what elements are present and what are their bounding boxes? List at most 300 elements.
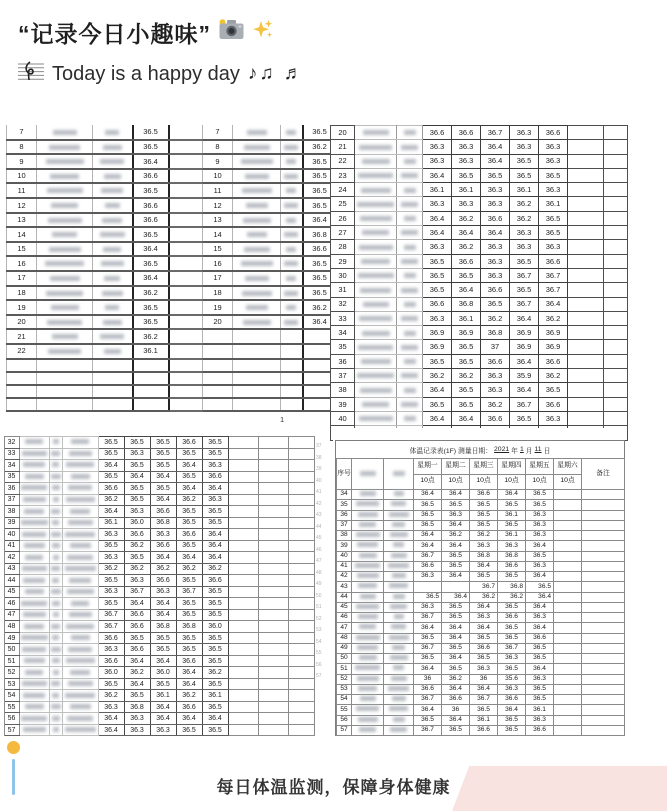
row-number-cell: 34 xyxy=(4,460,19,472)
temperature-cell: 36.5 xyxy=(510,168,539,182)
temperature-cell: 36.4 xyxy=(202,529,228,541)
camera-icon xyxy=(218,19,245,46)
temperature-cell: 36.4 xyxy=(414,490,442,500)
blurred-name-cell xyxy=(19,563,49,575)
blurred-text xyxy=(101,261,124,266)
blurred-name-cell xyxy=(49,529,62,541)
empty-cell xyxy=(604,254,628,268)
remark-cell xyxy=(582,725,625,735)
temperature-cell: 36.3 xyxy=(481,183,510,197)
blurred-text xyxy=(103,145,122,150)
title-line xyxy=(18,16,305,49)
blurred-name-cell xyxy=(19,586,49,598)
blurred-name-cell xyxy=(355,183,397,197)
empty-cell xyxy=(228,598,258,610)
empty-cell xyxy=(568,283,604,297)
blurred-text xyxy=(100,334,124,339)
table-row xyxy=(0,609,314,621)
blurred-name-cell xyxy=(355,283,397,297)
blurred-text xyxy=(23,612,46,617)
table-row xyxy=(7,154,337,169)
blurred-name-cell xyxy=(355,254,397,268)
temperature-cell: 36.4 xyxy=(526,572,554,582)
temperature-cell: 36.8 xyxy=(124,701,150,713)
temperature-cell: 36.4 xyxy=(442,623,470,633)
blurred-text xyxy=(392,522,405,527)
table-row xyxy=(331,268,628,282)
blurred-text xyxy=(69,612,92,617)
blurred-name-cell xyxy=(19,701,49,713)
blurred-text xyxy=(24,543,45,548)
temperature-cell: 36.6 xyxy=(452,254,481,268)
empty-cell xyxy=(604,383,628,397)
blurred-name-cell xyxy=(352,664,384,674)
row-number-cell: 21 xyxy=(331,140,355,154)
temperature-cell: 36.4 xyxy=(414,705,442,715)
table-row xyxy=(331,283,628,297)
blurred-text xyxy=(389,583,408,588)
temperature-cell: 36.2 xyxy=(98,563,124,575)
blurred-text xyxy=(404,216,416,221)
temperature-cell xyxy=(554,582,582,592)
temperature-cell: 36.6 xyxy=(303,242,337,257)
blurred-name-cell xyxy=(93,286,133,301)
temperature-cell xyxy=(554,531,582,541)
blurred-name-cell xyxy=(49,460,62,472)
blurred-text xyxy=(356,532,380,537)
row-number-cell: 37 xyxy=(331,369,355,383)
temperature-cell: 36.4 xyxy=(124,598,150,610)
blurred-name-cell xyxy=(397,183,423,197)
blurred-text xyxy=(391,624,406,629)
temperature-cell: 36.5 xyxy=(124,460,150,472)
empty-cell xyxy=(7,372,37,385)
table-row xyxy=(0,563,314,575)
row-number-cell: 34 xyxy=(331,326,355,340)
empty-cell xyxy=(288,621,314,633)
blurred-name-cell xyxy=(233,198,281,213)
table-row xyxy=(331,154,628,168)
blurred-name-cell xyxy=(281,140,303,155)
temperature-cell xyxy=(554,623,582,633)
blurred-text xyxy=(65,693,95,698)
blurred-name-cell xyxy=(62,609,98,621)
empty-cell xyxy=(288,713,314,725)
blurred-text xyxy=(51,624,60,629)
day-header: 星期六 xyxy=(554,459,582,475)
temperature-cell: 36.5 xyxy=(414,715,442,725)
blurred-text xyxy=(246,305,268,310)
empty-cell xyxy=(228,667,258,679)
temperature-cell: 36.5 xyxy=(442,602,470,612)
temperature-cell: 36.0 xyxy=(98,667,124,679)
row-number-cell: 9 xyxy=(203,154,233,169)
temperature-cell: 36.5 xyxy=(124,494,150,506)
temperature-cell xyxy=(554,613,582,623)
temperature-cell: 36.1 xyxy=(470,715,498,725)
empty-cell xyxy=(258,506,288,518)
temperature-cell: 36.5 xyxy=(98,471,124,483)
adjacent-row-number: 53 xyxy=(316,627,322,634)
blurred-name-cell xyxy=(355,126,397,140)
row-number-cell: 10 xyxy=(7,169,37,184)
row-number-cell: 31 xyxy=(331,283,355,297)
empty-cell xyxy=(288,483,314,495)
empty-cell xyxy=(604,268,628,282)
blurred-text xyxy=(25,474,44,479)
temperature-cell: 36.4 xyxy=(176,678,202,690)
temperature-cell: 36.5 xyxy=(176,609,202,621)
temperature-cell: 36.9 xyxy=(423,326,452,340)
row-number-cell: 50 xyxy=(337,654,352,664)
temperature-cell: 36.3 xyxy=(442,510,470,520)
remark-cell xyxy=(582,520,625,530)
screenshot-table-top-right xyxy=(330,118,627,428)
temperature-cell: 36.3 xyxy=(150,529,176,541)
blurred-text xyxy=(358,345,393,350)
temperature-cell: 36.1 xyxy=(98,517,124,529)
temperature-cell xyxy=(554,520,582,530)
blurred-text xyxy=(66,624,94,629)
row-number-cell: 38 xyxy=(337,531,352,541)
temperature-cell: 36.8 xyxy=(470,551,498,561)
blurred-text xyxy=(25,555,43,560)
row-number-cell: 15 xyxy=(7,242,37,257)
row-number-cell: 40 xyxy=(337,551,352,561)
blurred-text xyxy=(70,704,91,709)
temperature-cell: 36.4 xyxy=(452,226,481,240)
blurred-text xyxy=(394,491,404,496)
footer-caption: 每日体温监测，保障身体健康 xyxy=(216,778,451,797)
blurred-name-cell xyxy=(93,329,133,344)
temperature-cell xyxy=(554,715,582,725)
blurred-text xyxy=(52,635,59,640)
temperature-cell: 36.4 xyxy=(414,664,442,674)
table-row xyxy=(0,517,314,529)
blurred-text xyxy=(23,497,46,502)
temperature-cell: 36.7 xyxy=(510,397,539,411)
blurred-text xyxy=(71,474,90,479)
blurred-name-cell xyxy=(93,242,133,257)
blurred-name-cell xyxy=(93,125,133,140)
table-row xyxy=(7,385,337,398)
temperature-cell: 36.5 xyxy=(202,506,228,518)
blurred-text xyxy=(401,202,418,207)
adjacent-row-number: 37 xyxy=(316,443,322,449)
blurred-name-cell xyxy=(384,674,414,684)
temperature-cell: 36.5 xyxy=(498,572,526,582)
blurred-text xyxy=(24,624,44,629)
temperature-cell: 36.5 xyxy=(498,623,526,633)
table-row xyxy=(7,140,337,155)
date-label: 测量日期： xyxy=(458,447,493,455)
row-number-cell: 45 xyxy=(337,602,352,612)
blurred-name-cell xyxy=(352,613,384,623)
blurred-name-cell xyxy=(93,183,133,198)
blurred-text xyxy=(363,302,389,307)
temperature-cell: 36.5 xyxy=(481,297,510,311)
empty-cell xyxy=(568,354,604,368)
temperature-cell: 36.5 xyxy=(414,654,442,664)
empty-cell xyxy=(568,297,604,311)
blurred-text xyxy=(49,247,81,252)
blurred-name-cell xyxy=(352,510,384,520)
empty-cell xyxy=(604,297,628,311)
temperature-cell: 36.5 xyxy=(414,633,442,643)
row-number-cell: 36 xyxy=(4,483,19,495)
row-number-cell: 24 xyxy=(331,183,355,197)
row-number-cell: 23 xyxy=(331,168,355,182)
empty-cell xyxy=(258,701,288,713)
temperature-cell: 36.2 xyxy=(442,531,470,541)
temperature-cell: 36.3 xyxy=(481,383,510,397)
blurred-text xyxy=(69,451,92,456)
blurred-name-cell xyxy=(19,552,49,564)
temperature-cell: 36.6 xyxy=(539,397,568,411)
empty-cell xyxy=(93,372,133,385)
day-header: 星期三 xyxy=(470,459,498,475)
remark-cell xyxy=(582,510,625,520)
empty-cell xyxy=(228,701,258,713)
blurred-name-cell xyxy=(62,506,98,518)
temperature-cell: 36.4 xyxy=(442,592,470,602)
blurred-name-cell xyxy=(49,724,62,736)
adjacent-row-number: 52 xyxy=(316,615,322,622)
blurred-text xyxy=(53,670,59,675)
blurred-name-cell xyxy=(281,198,303,213)
row-number-cell: 20 xyxy=(331,126,355,140)
blurred-name-cell xyxy=(352,531,384,541)
blurred-text xyxy=(359,655,377,660)
temperature-cell: 36.4 xyxy=(124,655,150,667)
table-row xyxy=(337,531,625,541)
table-row xyxy=(337,684,625,694)
blurred-name-cell xyxy=(384,602,414,612)
blurred-text xyxy=(52,578,59,583)
temperature-cell: 36.9 xyxy=(510,326,539,340)
remark-cell xyxy=(582,490,625,500)
empty-cell xyxy=(604,340,628,354)
blurred-name-cell xyxy=(233,154,281,169)
blurred-name-cell xyxy=(19,437,49,449)
blurred-text xyxy=(355,665,380,670)
table-row xyxy=(0,701,314,713)
empty-cell xyxy=(568,311,604,325)
table-row xyxy=(0,655,314,667)
empty-cell xyxy=(258,724,288,736)
temperature-cell: 36.5 xyxy=(498,500,526,510)
table-title xyxy=(336,441,624,458)
day-header: 星期二 xyxy=(442,459,470,475)
blurred-text xyxy=(51,203,78,208)
temperature-cell: 36.5 xyxy=(202,701,228,713)
blurred-name-cell xyxy=(384,664,414,674)
empty-cell xyxy=(288,437,314,449)
blurred-text xyxy=(71,601,89,606)
blurred-text xyxy=(242,188,272,193)
table-row xyxy=(337,602,625,612)
empty-cell xyxy=(37,398,93,411)
blurred-text xyxy=(401,145,418,150)
blurred-name-cell xyxy=(352,633,384,643)
row-number-cell: 38 xyxy=(4,506,19,518)
temperature-cell: 36.7 xyxy=(481,126,510,140)
temperature-cell: 36.5 xyxy=(526,500,554,510)
blurred-text xyxy=(357,373,394,378)
empty-cell xyxy=(288,517,314,529)
empty-cell xyxy=(604,326,628,340)
table-row xyxy=(7,213,337,228)
temperature-cell: 36.4 xyxy=(470,561,498,571)
blurred-text xyxy=(286,159,296,164)
blurred-name-cell xyxy=(19,529,49,541)
temperature-cell: 36.5 xyxy=(202,448,228,460)
row-number-cell: 18 xyxy=(203,286,233,301)
temperature-cell: 36.5 xyxy=(423,397,452,411)
temperature-cell xyxy=(442,582,470,592)
blurred-name-cell xyxy=(384,684,414,694)
table-row xyxy=(337,664,625,674)
blurred-name-cell xyxy=(62,598,98,610)
empty-cell xyxy=(604,226,628,240)
blurred-text xyxy=(358,273,394,278)
temperature-cell: 36.2 xyxy=(98,690,124,702)
table-row xyxy=(0,586,314,598)
blurred-text xyxy=(284,203,298,208)
blurred-text xyxy=(104,276,120,281)
blurred-text xyxy=(105,130,119,135)
blurred-text xyxy=(401,402,418,407)
empty-cell xyxy=(258,644,288,656)
blurred-name-cell xyxy=(19,483,49,495)
temperature-cell: 36.3 xyxy=(498,654,526,664)
temperature-cell: 36.5 xyxy=(414,592,442,602)
table-row xyxy=(0,632,314,644)
temperature-cell: 36.3 xyxy=(98,644,124,656)
blurred-text xyxy=(52,658,60,663)
temperature-cell: 36.6 xyxy=(481,354,510,368)
temperature-cell: 36.4 xyxy=(423,411,452,425)
empty-cell xyxy=(288,655,314,667)
blurred-name-cell xyxy=(397,211,423,225)
blurred-name-cell xyxy=(384,654,414,664)
blurred-text xyxy=(49,145,80,150)
spacer-cell xyxy=(169,213,203,228)
empty-cell xyxy=(604,168,628,182)
table-row xyxy=(337,695,625,705)
blurred-name-cell xyxy=(19,598,49,610)
blurred-text xyxy=(51,681,60,686)
blurred-text xyxy=(25,589,44,594)
empty-cell xyxy=(281,359,303,372)
blurred-text xyxy=(65,532,95,537)
blurred-name-cell xyxy=(233,300,281,315)
temperature-cell: 36.5 xyxy=(452,340,481,354)
empty-cell xyxy=(281,372,303,385)
empty-cell xyxy=(228,517,258,529)
blurred-name-cell xyxy=(19,575,49,587)
blurred-name-cell xyxy=(49,609,62,621)
blurred-text xyxy=(245,174,269,179)
blurred-name-cell xyxy=(352,561,384,571)
empty-cell xyxy=(568,326,604,340)
blurred-text xyxy=(358,686,377,691)
temperature-cell: 36.4 xyxy=(442,541,470,551)
time-header: 10点 xyxy=(498,474,526,490)
adjacent-column-sliver xyxy=(316,443,329,685)
blurred-name-cell xyxy=(233,344,281,359)
blurred-text xyxy=(358,512,378,517)
temperature-cell: 36.3 xyxy=(124,506,150,518)
table-row xyxy=(0,540,314,552)
table-row xyxy=(337,725,625,735)
blurred-name-cell xyxy=(384,633,414,643)
remark-header: 备注 xyxy=(582,459,625,490)
blurred-text xyxy=(360,471,376,476)
temperature-cell: 36.8 xyxy=(150,621,176,633)
row-number-cell: 33 xyxy=(331,311,355,325)
temperature-cell xyxy=(554,664,582,674)
blurred-text xyxy=(241,261,273,266)
blurred-text xyxy=(286,305,296,310)
blurred-name-cell xyxy=(355,311,397,325)
temperature-cell: 36.4 xyxy=(150,701,176,713)
remark-cell xyxy=(582,551,625,561)
empty-cell xyxy=(228,724,258,736)
temperature-cell: 36.4 xyxy=(510,383,539,397)
blurred-text xyxy=(401,230,418,235)
empty-cell xyxy=(568,240,604,254)
empty-cell xyxy=(288,552,314,564)
blurred-text xyxy=(51,566,60,571)
row-number-cell: 15 xyxy=(203,242,233,257)
temperature-cell xyxy=(554,551,582,561)
row-number-cell: 37 xyxy=(4,494,19,506)
blurred-text xyxy=(66,462,94,467)
temperature-cell: 36.3 xyxy=(202,460,228,472)
temperature-cell: 36.4 xyxy=(150,598,176,610)
temperature-cell: 36.1 xyxy=(133,344,169,359)
empty-cell xyxy=(288,667,314,679)
temperature-cell: 36.3 xyxy=(510,226,539,240)
empty-cell xyxy=(258,563,288,575)
blurred-text xyxy=(404,302,416,307)
temperature-cell: 36.4 xyxy=(452,411,481,425)
temperature-cell: 36.3 xyxy=(481,268,510,282)
temperature-cell: 36.6 xyxy=(133,213,169,228)
blurred-name-cell xyxy=(233,286,281,301)
empty-cell xyxy=(93,359,133,372)
temperature-cell: 36.6 xyxy=(481,211,510,225)
blurred-text xyxy=(247,130,267,135)
blurred-name-cell xyxy=(37,271,93,286)
blurred-name-cell xyxy=(355,340,397,354)
table-row xyxy=(331,197,628,211)
temperature-cell: 36.6 xyxy=(423,297,452,311)
spacer-cell xyxy=(169,242,203,257)
table-row xyxy=(337,572,625,582)
blurred-name-cell xyxy=(62,563,98,575)
temperature-cell: 36.3 xyxy=(124,724,150,736)
table-row xyxy=(0,598,314,610)
temperature-cell: 36.2 xyxy=(124,667,150,679)
row-number-cell: 56 xyxy=(337,715,352,725)
blurred-name-cell xyxy=(19,448,49,460)
temperature-cell xyxy=(554,561,582,571)
temperature-cell: 36.7 xyxy=(498,643,526,653)
blurred-text xyxy=(53,727,59,732)
blurred-name-cell xyxy=(233,140,281,155)
